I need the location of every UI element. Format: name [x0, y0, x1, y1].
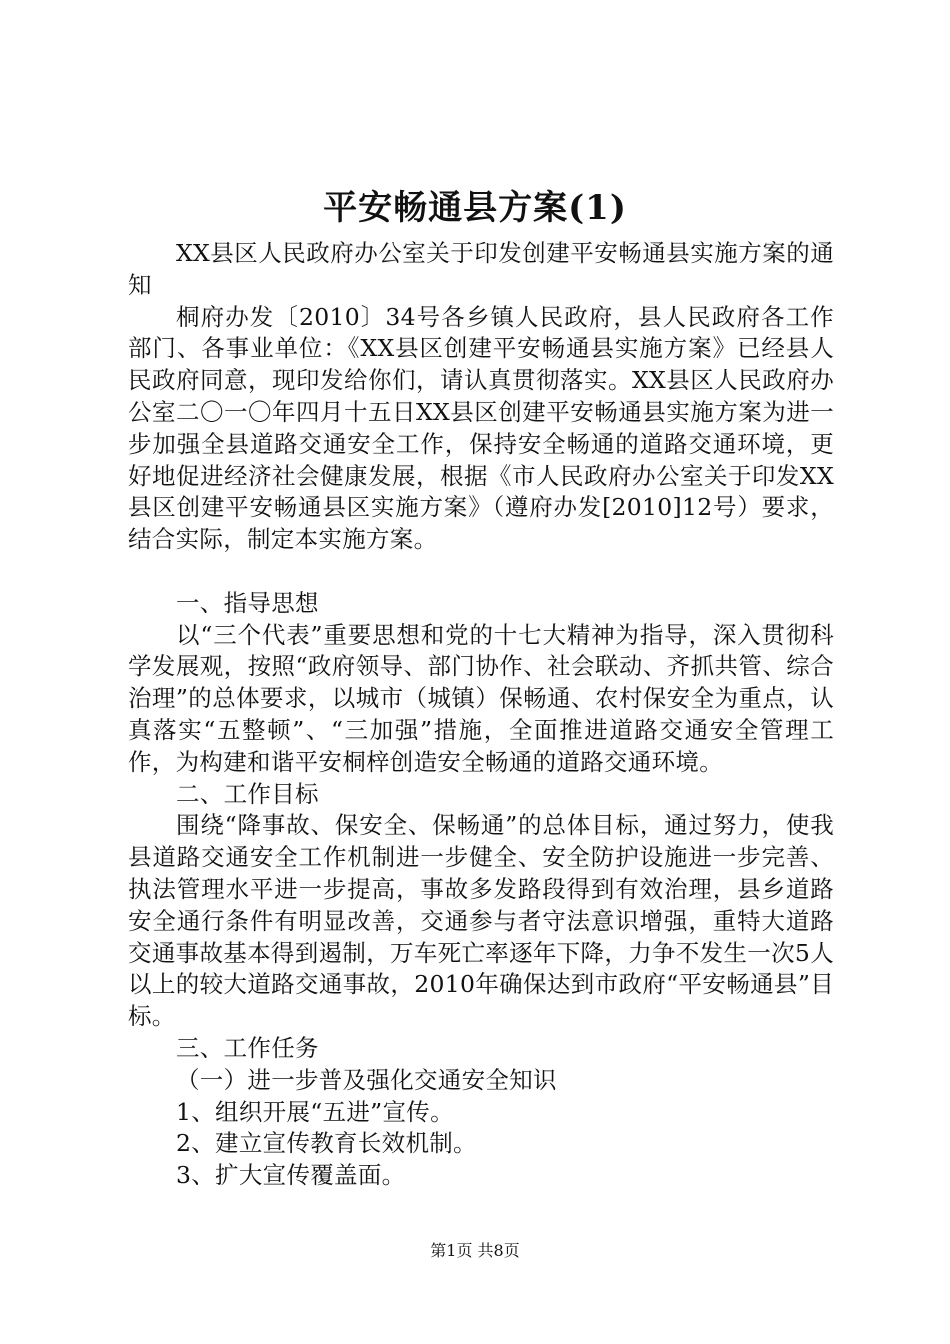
subsection-heading-safety-knowledge: （一）进一步普及强化交通安全知识 [176, 1065, 557, 1094]
section-heading-work-goals: 二、工作目标 [176, 779, 319, 808]
section-heading-work-tasks: 三、工作任务 [176, 1033, 319, 1062]
guiding-ideology-paragraph: 以“三个代表”重要思想和党的十七大精神为指导，深入贯彻科学发展观，按照“政府领导、部门协作、社会联动、齐抓共管、综合治理”的总体要求，以城市（城镇）保畅通、农村保安全为重点，认真落实“五整顿”、“三加强”措施，全面推进道路交通安全管理工作，为构建和谐平安桐梓创造安全畅通的道路交通环境。 [128, 620, 834, 776]
page-number-footer: 第1页 共8页 [430, 1241, 520, 1260]
document-title: 平安畅通县方案(1) [323, 188, 627, 228]
section-heading-guiding-ideology: 一、指导思想 [176, 588, 319, 617]
document-body [128, 238, 834, 1192]
list-item: 1、组织开展“五进”宣传。 [176, 1097, 454, 1126]
list-item: 3、扩大宣传覆盖面。 [176, 1161, 406, 1190]
list-item: 2、建立宣传教育长效机制。 [176, 1129, 477, 1158]
notice-title-paragraph: XX县区人民政府办公室关于印发创建平安畅通县实施方案的通知 [128, 239, 834, 299]
notice-body-paragraph: 桐府办发〔2010〕34号各乡镇人民政府，县人民政府各工作部门、各事业单位：《XX县区创建平安畅通县实施方案》已经县人民政府同意，现印发给你们，请认真贯彻落实。XX县区人民政府办公室二〇一〇年四月十五日XX县区创建平安畅通县实施方案为进一步加强全县道路交通安全工作，保持安全畅通的道路交通环境，更好地促进经济社会健康发展，根据《市人民政府办公室关于印发XX县区创建平安畅通县区实施方案》（遵府办发[2010]12号）要求，结合实际，制定本实施方案。 [128, 302, 834, 554]
work-goals-paragraph: 围绕“降事故、保安全、保畅通”的总体目标，通过努力，使我县道路交通安全工作机制进一步健全、安全防护设施进一步完善、执法管理水平进一步提高，事故多发路段得到有效治理，县乡道路安全通行条件有明显改善，交通参与者守法意识增强，重特大道路交通事故基本得到遏制，万车死亡率逐年下降，力争不发生一次5人以上的较大道路交通事故，2010年确保达到市政府“平安畅通县”目标。 [128, 811, 834, 1031]
